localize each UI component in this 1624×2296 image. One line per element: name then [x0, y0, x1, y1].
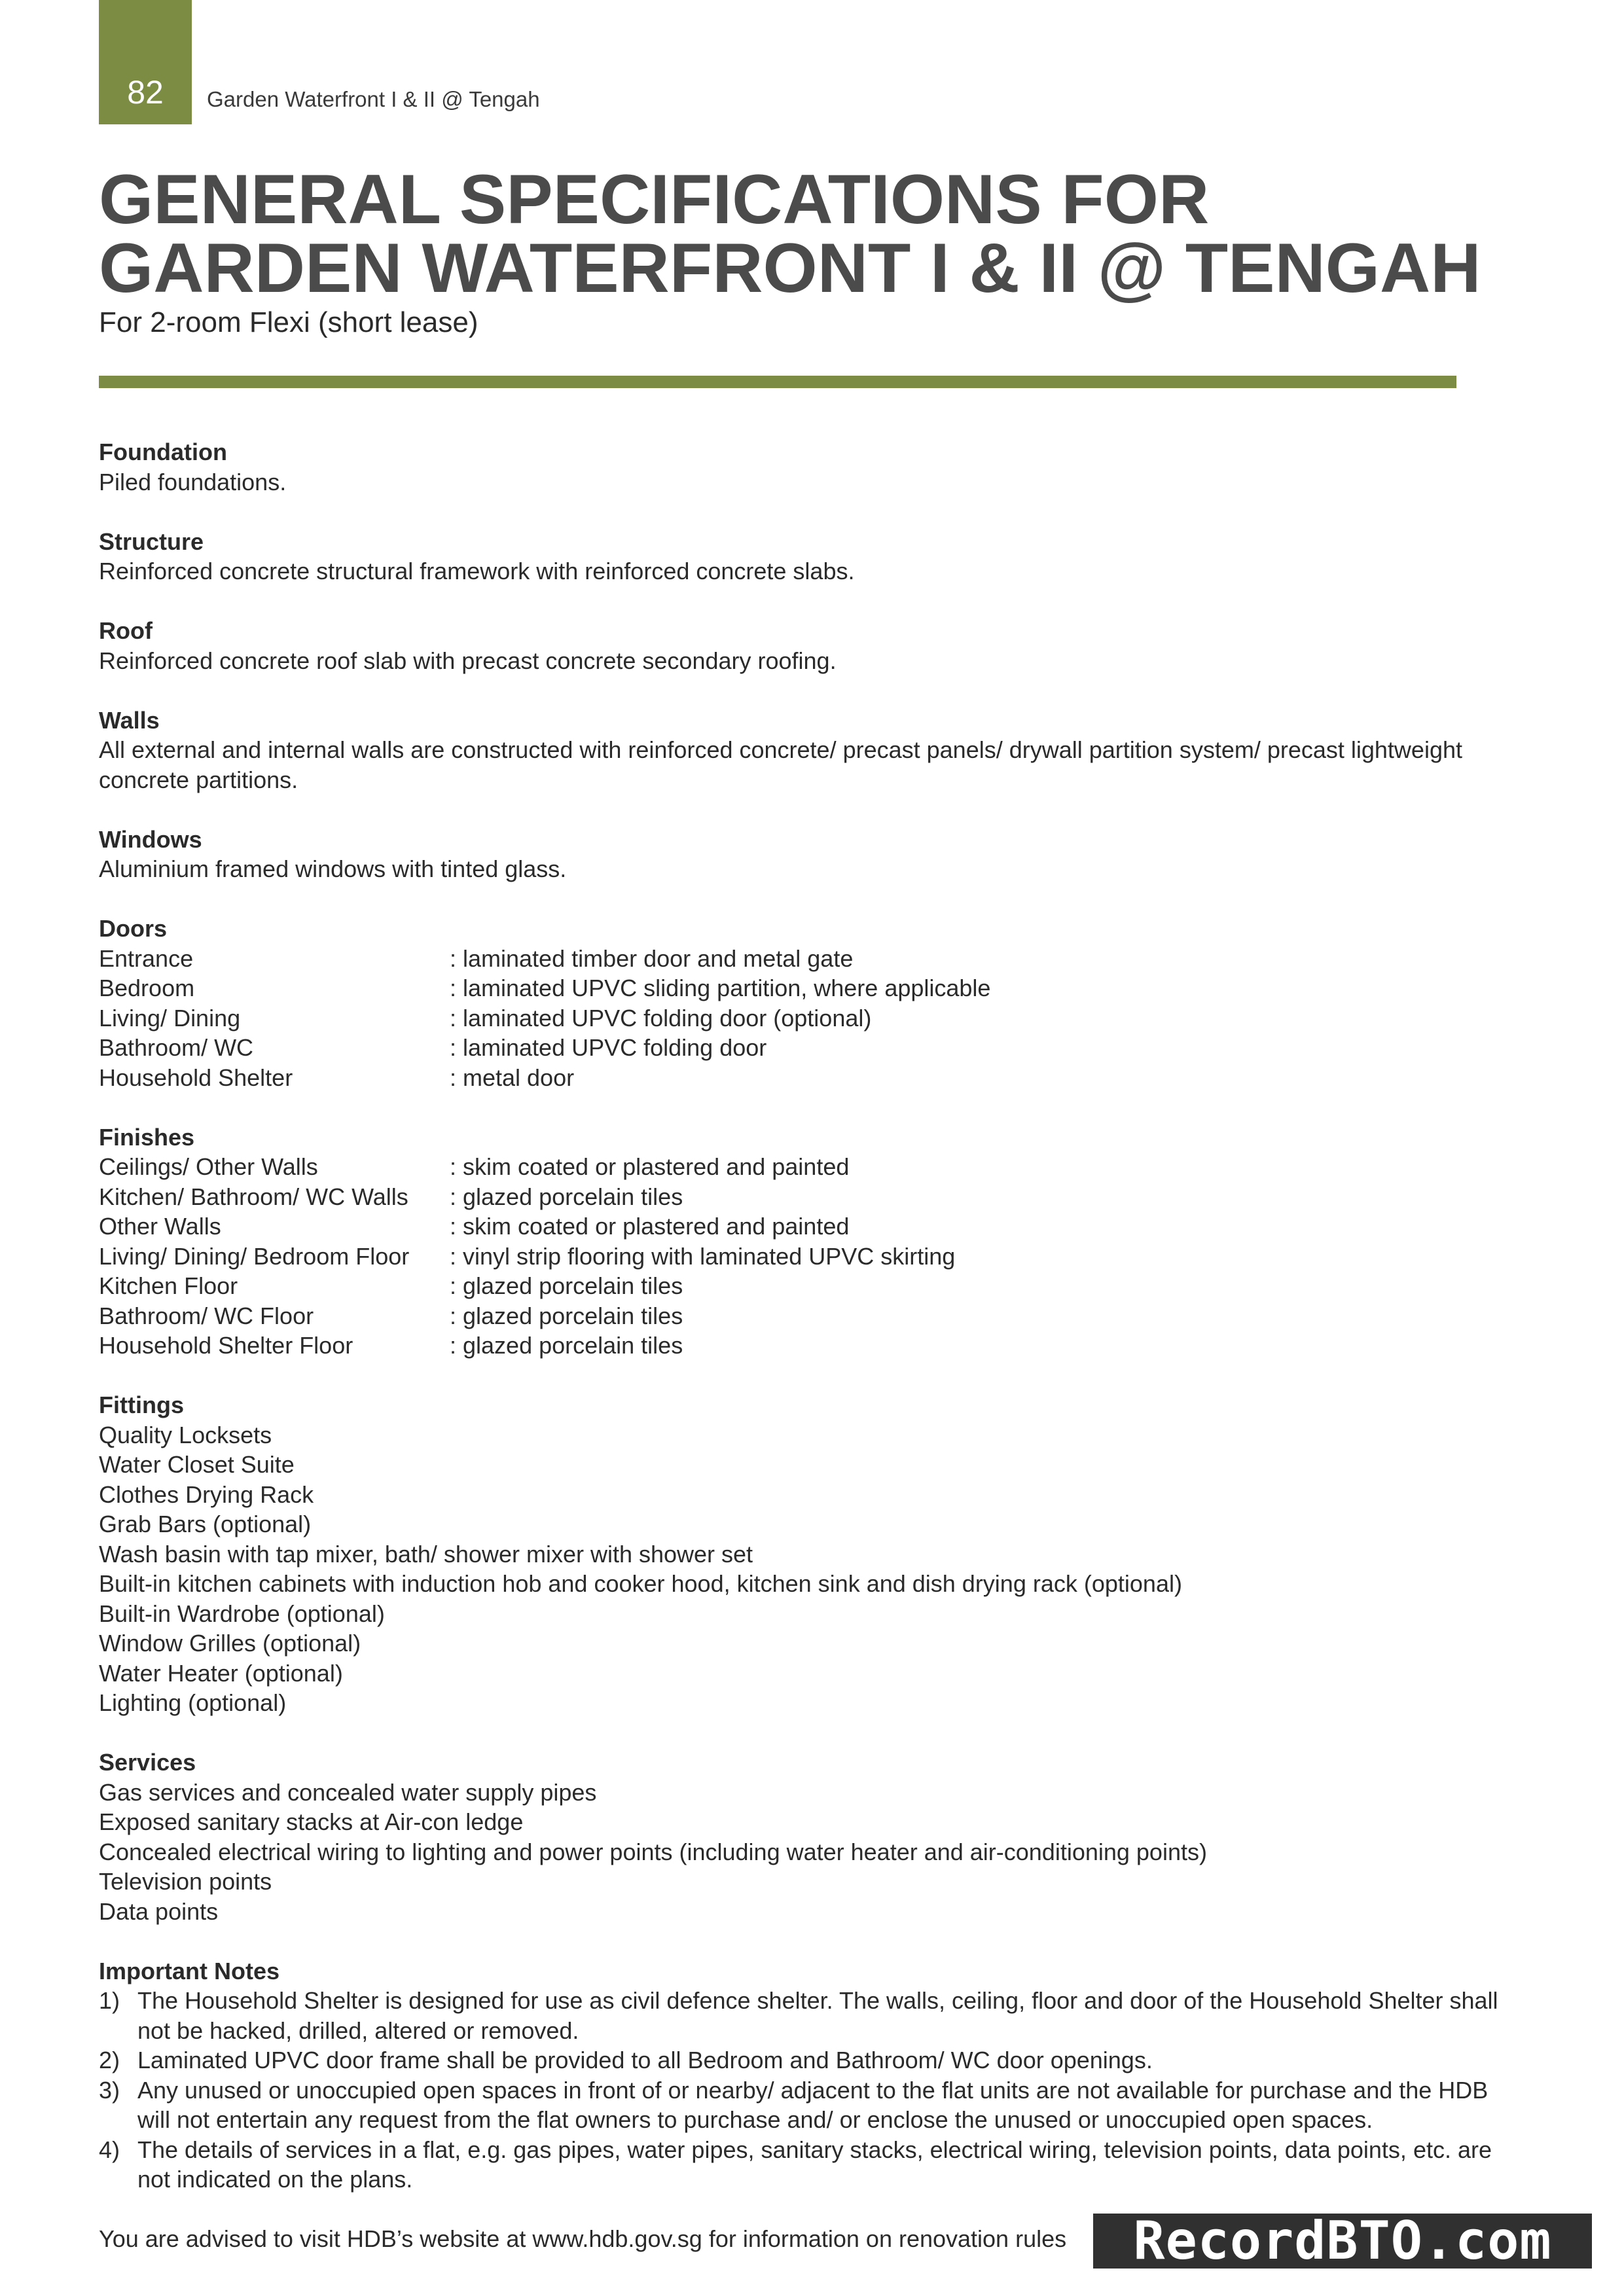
list-item: Quality Locksets [99, 1421, 272, 1448]
note-number: 1) [99, 1987, 120, 2014]
page-number: 82 [127, 74, 164, 111]
list-item: Television points [99, 1868, 272, 1895]
section-heading: Walls [99, 706, 160, 734]
section-heading: Roof [99, 617, 153, 644]
list-item: Data points [99, 1897, 219, 1925]
section-foundation [99, 437, 1539, 497]
section-heading: Finishes [99, 1123, 195, 1151]
spec-value: : laminated timber door and metal gate [450, 944, 854, 972]
spec-label: Other Walls [99, 1213, 221, 1240]
spec-value: : laminated UPVC sliding partition, where applicable [450, 975, 991, 1001]
spec-row [99, 973, 1539, 1003]
spec-label: Living/ Dining [99, 1004, 241, 1031]
section-finishes [99, 1122, 1539, 1361]
page-title-line-1: GENERAL SPECIFICATIONS FOR [99, 160, 1210, 238]
list-item: Water Closet Suite [99, 1451, 295, 1478]
notes-list [99, 1986, 1539, 2195]
spec-row [99, 1152, 1539, 1182]
page-title-line-2: GARDEN WATERFRONT I & II @ TENGAH [99, 228, 1481, 307]
section-services [99, 1748, 1539, 1926]
list-item: Water Heater (optional) [99, 1659, 343, 1687]
section-text: All external and internal walls are constructed with reinforced concrete/ precast panels/ drywall partition system/ precast lightweight concrete partitions. [99, 736, 1462, 793]
section-roof [99, 616, 1539, 675]
list-item: Concealed electrical wiring to lighting and power points (including water heater and air-conditioning points) [99, 1838, 1207, 1865]
spec-label: Entrance [99, 944, 194, 972]
spec-label: Household Shelter [99, 1064, 293, 1091]
spec-value: : glazed porcelain tiles [450, 1272, 683, 1299]
spec-row [99, 1242, 1539, 1272]
spec-row [99, 1331, 1539, 1361]
section-text: Aluminium framed windows with tinted glass. [99, 855, 567, 882]
section-windows [99, 825, 1539, 884]
section-text: Piled foundations. [99, 468, 287, 495]
note-number: 2) [99, 2047, 120, 2073]
section-heading: Important Notes [99, 1957, 280, 1984]
spec-label: Kitchen/ Bathroom/ WC Walls [99, 1183, 408, 1210]
section-fittings [99, 1390, 1539, 1718]
section-heading: Structure [99, 528, 204, 555]
note-number: 4) [99, 2136, 120, 2163]
section-heading: Services [99, 1749, 196, 1776]
spec-value: : glazed porcelain tiles [450, 1302, 683, 1329]
title-divider [99, 376, 1456, 388]
section-structure [99, 527, 1539, 586]
section-walls [99, 706, 1539, 795]
spec-row [99, 944, 1539, 974]
renovation-advice: You are advised to visit HDB’s website at www.hdb.gov.sg for information on renovation rules [99, 2225, 1067, 2252]
watermark-logo: RecordBTO.com [1093, 2214, 1592, 2269]
spec-value: : glazed porcelain tiles [450, 1183, 683, 1210]
list-item: Built-in Wardrobe (optional) [99, 1600, 385, 1627]
spec-label: Kitchen Floor [99, 1272, 238, 1299]
note-text: The details of services in a flat, e.g. gas pipes, water pipes, sanitary stacks, electrical wiring, television points, data points, etc. are not indicated on the plans. [137, 2136, 1492, 2193]
spec-label: Bedroom [99, 975, 195, 1001]
note-text: Any unused or unoccupied open spaces in front of or nearby/ adjacent to the flat units are not available for purchase and the HDB will not entertain any request from the flat owners to purchase and/ or enclose the unused or unoccupied open spaces. [137, 2076, 1489, 2133]
section-text: Reinforced concrete structural framework with reinforced concrete slabs. [99, 558, 855, 584]
section-doors [99, 914, 1539, 1092]
list-item: Wash basin with tap mixer, bath/ shower mixer with shower set [99, 1540, 753, 1568]
section-heading: Windows [99, 825, 202, 853]
spec-label: Ceilings/ Other Walls [99, 1153, 318, 1180]
spec-value: : metal door [450, 1064, 575, 1091]
spec-value: : laminated UPVC folding door (optional) [450, 1004, 872, 1031]
spec-value: : glazed porcelain tiles [450, 1332, 683, 1359]
section-text: Reinforced concrete roof slab with precast concrete secondary roofing. [99, 647, 837, 674]
note-item [99, 1986, 1539, 2045]
spec-label: Bathroom/ WC [99, 1034, 254, 1061]
note-item [99, 2075, 1539, 2135]
spec-label: Bathroom/ WC Floor [99, 1302, 314, 1329]
note-item [99, 2135, 1539, 2195]
section-important-notes [99, 1956, 1539, 2195]
page-subtitle: For 2-room Flexi (short lease) [99, 306, 478, 338]
note-text: The Household Shelter is designed for use as civil defence shelter. The walls, ceiling, floor and door of the Household Shelter shall not be hacked, drilled, altered or removed. [137, 1987, 1498, 2044]
list-item: Exposed sanitary stacks at Air-con ledge [99, 1808, 524, 1835]
spec-row [99, 1182, 1539, 1212]
spec-value: : vinyl strip flooring with laminated UPVC skirting [450, 1242, 956, 1270]
list-item: Built-in kitchen cabinets with induction hob and cooker hood, kitchen sink and dish drying rack (optional) [99, 1570, 1182, 1597]
note-item [99, 2045, 1539, 2075]
list-item: Lighting (optional) [99, 1689, 287, 1716]
section-heading: Doors [99, 915, 168, 942]
spec-row [99, 1211, 1539, 1242]
page-title [99, 160, 1481, 307]
note-number: 3) [99, 2076, 120, 2104]
section-heading: Fittings [99, 1391, 184, 1418]
specifications-body [99, 437, 1539, 2254]
spec-row [99, 1301, 1539, 1331]
section-heading: Foundation [99, 439, 227, 465]
list-item: Clothes Drying Rack [99, 1480, 314, 1508]
spec-row [99, 1271, 1539, 1301]
list-item: Grab Bars (optional) [99, 1511, 312, 1537]
running-title: Garden Waterfront I & II @ Tengah [207, 87, 540, 111]
spec-label: Living/ Dining/ Bedroom Floor [99, 1242, 410, 1270]
page-number-tab [99, 0, 192, 124]
spec-label: Household Shelter Floor [99, 1332, 353, 1359]
list-item: Gas services and concealed water supply pipes [99, 1778, 597, 1806]
spec-value: : laminated UPVC folding door [450, 1034, 767, 1061]
list-item: Window Grilles (optional) [99, 1630, 361, 1657]
spec-value: : skim coated or plastered and painted [450, 1153, 850, 1180]
spec-row [99, 1033, 1539, 1063]
spec-row [99, 1063, 1539, 1093]
note-text: Laminated UPVC door frame shall be provided to all Bedroom and Bathroom/ WC door openings. [137, 2047, 1153, 2073]
spec-row [99, 1003, 1539, 1033]
spec-value: : skim coated or plastered and painted [450, 1213, 850, 1240]
